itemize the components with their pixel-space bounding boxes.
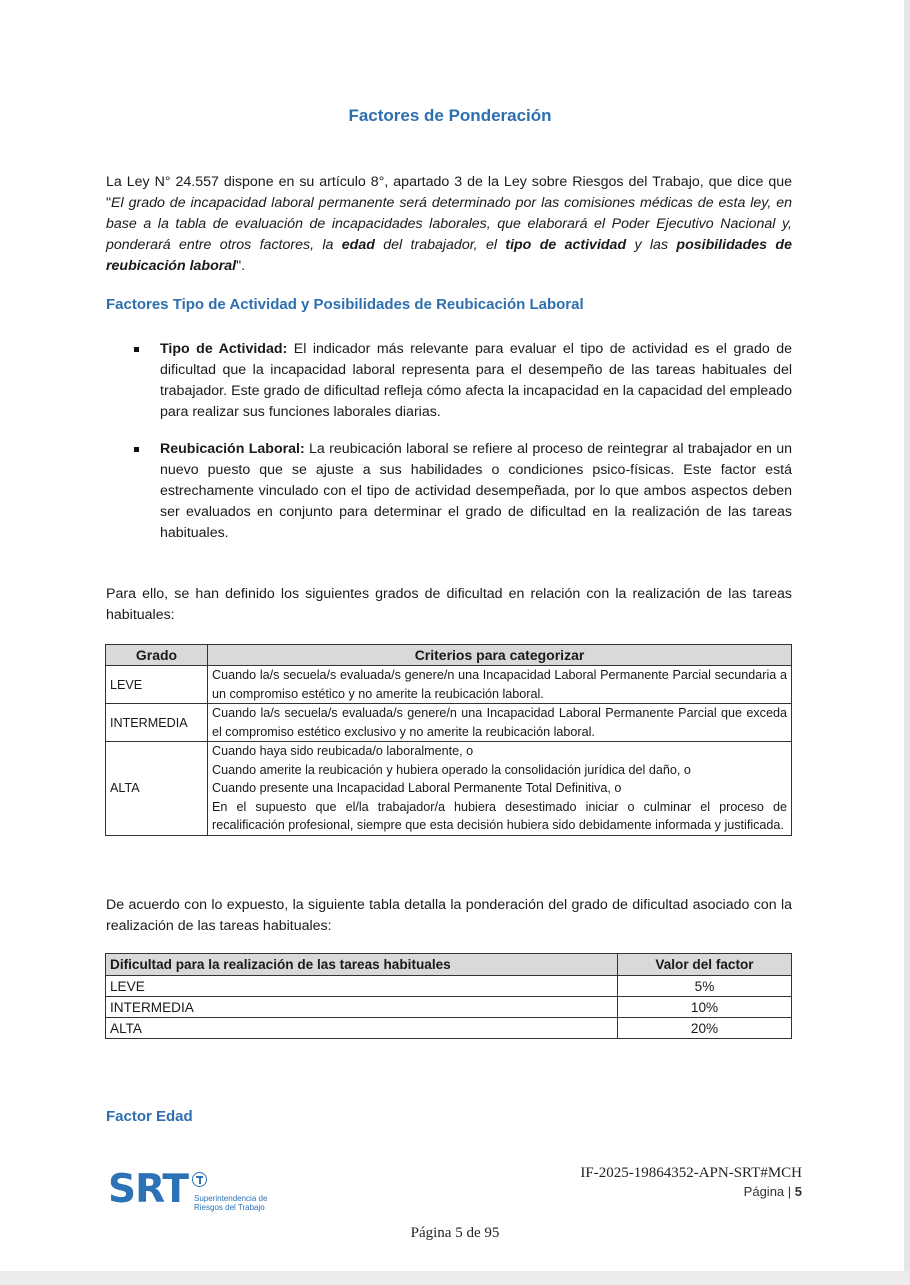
table-row: [106, 742, 792, 836]
intro-quote-1: El grado de incapacidad laboral permanente será determinado por las comisiones médicas de esta ley, en base a la tabla de evaluación de incapacidades laborales, que elaborará el Poder Ejecutivo Nacional y, ponderará entre otros factores, la: [106, 195, 792, 253]
document-id: IF-2025-19864352-APN-SRT#MCH: [580, 1165, 802, 1181]
section-heading-edad: Factor Edad: [106, 1108, 193, 1125]
row-label: LEVE: [106, 976, 618, 997]
intro-bold-actividad: tipo de actividad: [505, 237, 627, 253]
paragraph-ponderacion: De acuerdo con lo expuesto, la siguiente tabla detalla la ponderación del grado de dificultad asociado con la realización de las tareas habituales:: [106, 897, 792, 934]
intro-text-1: La Ley N° 24.557 dispone en su artículo 8°, apartado 3 de la Ley sobre Riesgos del Trabajo, que dice que ": [106, 174, 792, 211]
table-row: [106, 1018, 792, 1039]
intro-paragraph: [106, 172, 792, 277]
bullet-text: El indicador más relevante para evaluar el tipo de actividad es el grado de dificultad que la incapacidad laboral representa para el desempeño de las tareas habituales del trabajador. Este grado de dificultad refleja cómo afecta la incapacidad en la capacidad del empleado para realizar sus funciones laborales diarias.: [160, 341, 792, 420]
srt-logo-subtitle: [194, 1194, 314, 1212]
srt-logo-letters: SRT: [108, 1167, 188, 1212]
srt-subtitle-line: Superintendencia de: [194, 1194, 268, 1203]
page-label: Página |: [743, 1184, 795, 1199]
page-edge-bottom: [0, 1271, 910, 1285]
criteria-line: Cuando presente una Incapacidad Laboral Permanente Total Definitiva, o: [212, 781, 622, 795]
bullet-text: La reubicación laboral se refiere al proceso de reintegrar al trabajador en un nuevo puesto que se ajuste a sus habilidades o condiciones psico-físicas. Este factor está estrechamente vinculado con el tipo de actividad desempeñada, por lo que ambos aspectos deben ser evaluados en conjunto para determinar el grado de dificultad en la realización de las tareas habituales.: [160, 441, 792, 541]
criteria-line: Cuando amerite la reubicación y hubiera operado la consolidación jurídica del daño, o: [212, 762, 691, 777]
intro-bold-edad: edad: [341, 237, 375, 253]
srt-subtitle-line: Riesgos del Trabajo: [194, 1203, 265, 1212]
criteria-line: En el supuesto que el/la trabajador/a hubiera desestimado iniciar o culminar el proceso de recalificación profesional, siempre que esta decisión hubiera sido debidamente informada y justificada.: [212, 799, 787, 832]
intro-quote-2: del trabajador, el: [374, 237, 506, 253]
header-criterios: Criterios para categorizar: [208, 645, 792, 666]
row-label: INTERMEDIA: [106, 997, 618, 1018]
bullet-reubicacion-laboral: [160, 439, 792, 544]
criteria-line: Cuando la/s secuela/s evaluada/s genere/n una Incapacidad Laboral Permanente Parcial que exceda el compromiso estético exclusivo y no amerite la reubicación laboral.: [212, 706, 787, 739]
row-label: ALTA: [106, 1018, 618, 1039]
table-header-row: [106, 954, 792, 976]
header-dificultad: Dificultad para la realización de las tareas habituales: [106, 954, 618, 976]
row-value: 20%: [618, 1018, 792, 1039]
intro-text-end: ".: [236, 258, 246, 274]
page-title: Factores de Ponderación: [348, 106, 552, 125]
bullet-tipo-actividad: [160, 339, 792, 423]
intro-quote-3: y las: [626, 237, 677, 253]
page-edge-right: [904, 0, 910, 1285]
section-heading-actividad: Factores Tipo de Actividad y Posibilidades de Reubicación Laboral: [106, 296, 584, 313]
table-row: [106, 976, 792, 997]
bullet-term: Tipo de Actividad:: [160, 341, 288, 357]
table-row: [106, 997, 792, 1018]
criteria-table: [105, 644, 792, 836]
row-value: 5%: [618, 976, 792, 997]
criteria-cell: [208, 704, 792, 742]
header-grado: Grado: [106, 645, 208, 666]
table-header-row: [106, 645, 792, 666]
grade-cell: ALTA: [106, 742, 208, 836]
criteria-line: Cuando la/s secuela/s evaluada/s genere/n una Incapacidad Laboral Permanente Parcial secundaria a un compromiso estético y no amerite la reubicación laboral.: [212, 668, 787, 701]
intro-bold-reubicacion: posibilidades de reubicación laboral: [106, 237, 792, 274]
criteria-line: Cuando haya sido reubicada/o laboralmente, o: [212, 744, 474, 758]
page-indicator: [744, 1184, 802, 1199]
page-footer: Página 5 de 95: [410, 1225, 500, 1241]
srt-emblem-icon: [192, 1172, 207, 1187]
row-value: 10%: [618, 997, 792, 1018]
grade-cell: LEVE: [106, 666, 208, 704]
criteria-cell: [208, 742, 792, 836]
criteria-cell: [208, 666, 792, 704]
header-valor: Valor del factor: [618, 954, 792, 976]
bullet-term: Reubicación Laboral:: [160, 441, 305, 457]
table-row: [106, 704, 792, 742]
paragraph-grados: Para ello, se han definido los siguientes grados de dificultad en relación con la realización de las tareas habituales:: [106, 586, 792, 623]
factor-table: [105, 953, 792, 1039]
grade-cell: INTERMEDIA: [106, 704, 208, 742]
page-number: 5: [794, 1184, 802, 1199]
table-row: [106, 666, 792, 704]
